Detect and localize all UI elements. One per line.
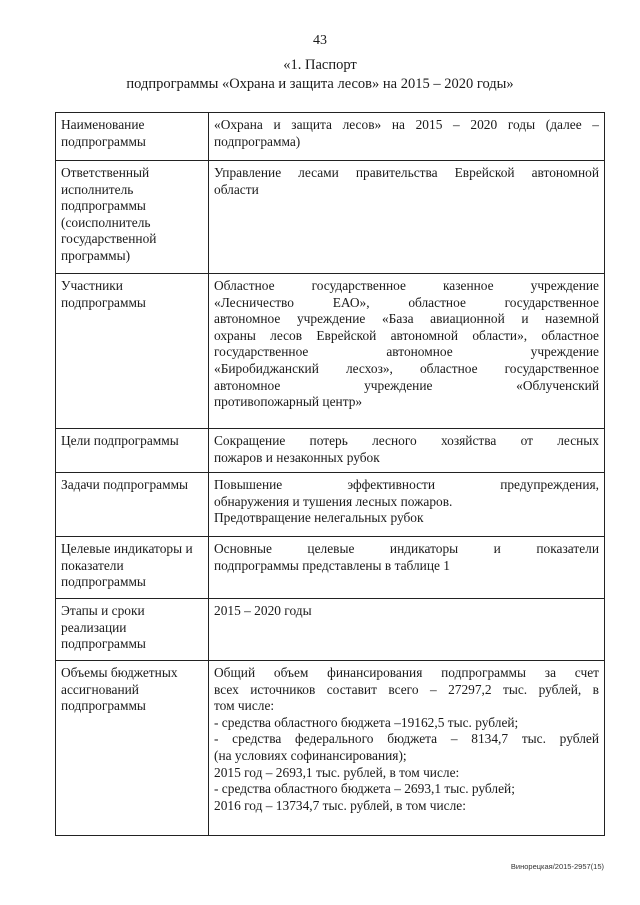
value-line: 2016 год – 13734,7 тыс. рублей, в том числе:	[214, 797, 466, 813]
value-line: (на условиях софинансирования);	[214, 747, 407, 763]
value-line: «Охрана и защита лесов» на 2015 – 2020 годы (далее –	[214, 117, 599, 132]
value-line: подпрограммы представлены в таблице 1	[214, 557, 451, 573]
value-line: всех источников составит всего – 27297,2 тыс. рублей, в	[214, 681, 599, 697]
value-line: 2015 – 2020 годы	[214, 603, 312, 618]
title-line-2: подпрограммы «Охрана и защита лесов» на 2015 – 2020 годы»	[126, 76, 514, 92]
value-line: Предотвращение нелегальных рубок	[214, 510, 424, 526]
row-label: Участники подпрограммы	[56, 274, 209, 429]
row-value	[209, 661, 605, 836]
row-label: Наименование подпрограммы	[56, 113, 209, 161]
value-line: государственное автономное учреждение	[214, 344, 599, 360]
value-line: «Лесничество ЕАО», областное государственное	[214, 294, 599, 310]
value-line: 2015 год – 2693,1 тыс. рублей, в том числе:	[214, 764, 460, 780]
document-footer-code: Винорецкая/2015-2957(15)	[510, 862, 604, 871]
value-line: подпрограмма)	[214, 133, 301, 149]
value-line: пожаров и незаконных рубок	[214, 449, 380, 465]
value-line: автономное учреждение «Облученский	[214, 377, 599, 393]
table-row	[56, 161, 605, 274]
page-number: 43	[313, 33, 327, 48]
document-title	[0, 56, 640, 94]
value-line: автономное учреждение «База авиационной и наземной	[214, 311, 599, 327]
value-line: охраны лесов Еврейской автономной области», областное	[214, 327, 599, 343]
row-value	[209, 537, 605, 599]
row-value	[209, 274, 605, 429]
value-line: - средства областного бюджета – 2693,1 тыс. рублей;	[214, 781, 515, 797]
table-row	[56, 429, 605, 473]
table-row	[56, 113, 605, 161]
value-line: Управление лесами правительства Еврейской автономной	[214, 165, 599, 180]
value-line: - средства областного бюджета –19162,5 тыс. рублей;	[214, 714, 519, 730]
value-line: - средства федерального бюджета – 8134,7 тыс. рублей	[214, 731, 599, 747]
value-line: «Биробиджанский лесхоз», областное государственное	[214, 360, 599, 376]
row-label: Цели подпрограммы	[56, 429, 209, 473]
value-line: противопожарный центр»	[214, 394, 363, 410]
row-label: Целевые индикаторы и показатели подпрограммы	[56, 537, 209, 599]
value-line: том числе:	[214, 698, 275, 714]
row-value	[209, 429, 605, 473]
value-line: Сокращение потерь лесного хозяйства от лесных	[214, 433, 599, 448]
table-row	[56, 537, 605, 599]
value-line: области	[214, 181, 259, 197]
table-row	[56, 274, 605, 429]
passport-table	[55, 112, 605, 836]
title-line-1: «1. Паспорт	[283, 57, 357, 73]
row-value	[209, 473, 605, 537]
value-line: Областное государственное казенное учреждение	[214, 278, 599, 293]
row-label: Этапы и сроки реализации подпрограммы	[56, 599, 209, 661]
value-line: обнаружения и тушения лесных пожаров.	[214, 493, 453, 509]
value-line: Основные целевые индикаторы и показатели	[214, 541, 599, 556]
value-line: Общий объем финансирования подпрограммы за счет	[214, 665, 599, 680]
value-line: Повышение эффективности предупреждения,	[214, 477, 599, 492]
table-row	[56, 599, 605, 661]
table-row	[56, 661, 605, 836]
row-label: Задачи подпрограммы	[56, 473, 209, 537]
table-row	[56, 473, 605, 537]
row-label: Объемы бюджетных ассигнований подпрограммы	[56, 661, 209, 836]
row-value	[209, 113, 605, 161]
row-value	[209, 161, 605, 274]
row-label: Ответственный исполнитель подпрограммы (соисполнитель государственной программы)	[56, 161, 209, 274]
row-value	[209, 599, 605, 661]
